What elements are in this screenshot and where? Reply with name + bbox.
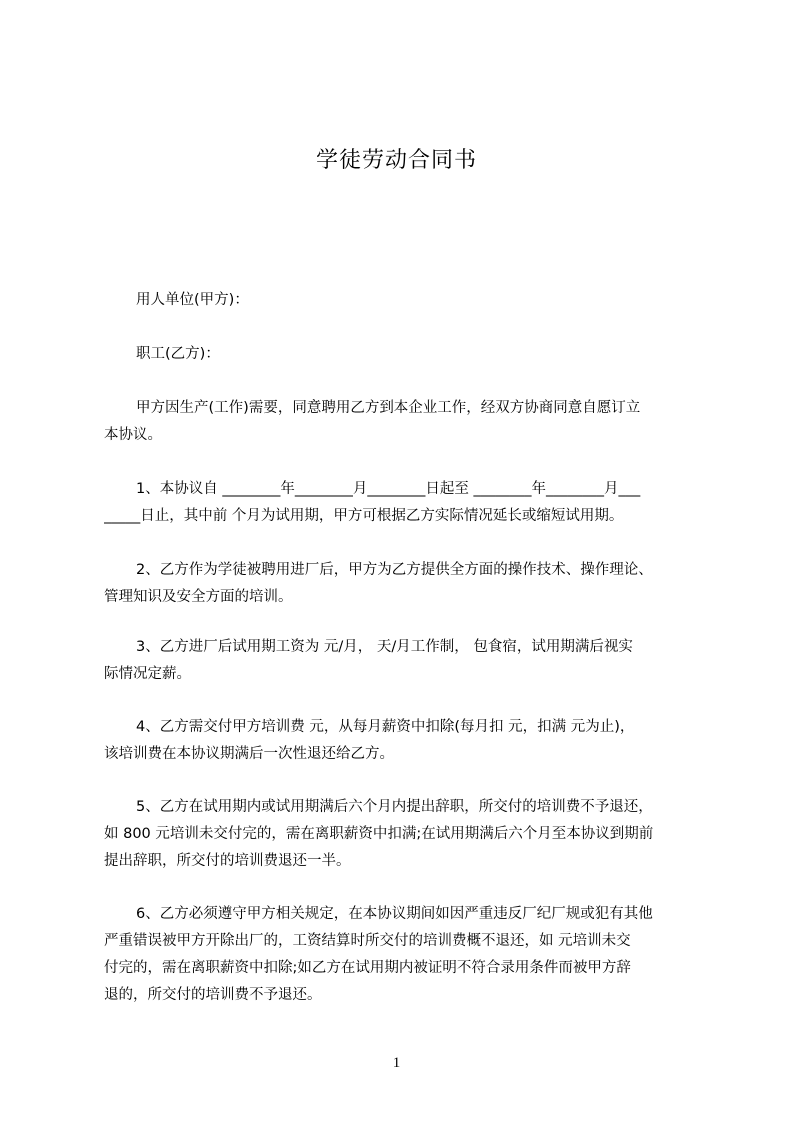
clause-2	[104, 557, 700, 611]
clause-line: 如 800 元培训未交付完的，需在离职薪资中扣满;在试用期满后六个月至本协议到期前	[104, 826, 654, 842]
employer-field	[104, 287, 700, 314]
page-number: 1	[392, 1055, 401, 1071]
clause-5	[104, 794, 700, 875]
clause-line: 3、乙方进厂后试用期工资为 元/月， 天/月工作制， 包食宿，试用期满后视实	[136, 639, 633, 655]
clause-line: 严重错误被甲方开除出厂的，工资结算时所交付的培训费概不退还，如 元培训未交	[104, 933, 631, 949]
clause-3	[104, 634, 700, 688]
clause-line: 退的，所交付的培训费不予退还。	[104, 987, 322, 1003]
clause-line: 提出辞职，所交付的培训费退还一半。	[104, 853, 351, 869]
clause-line: 该培训费在本协议期满后一次性退还给乙方。	[104, 746, 394, 762]
employee-label: 职工(乙方)：	[136, 346, 220, 362]
employee-field	[104, 341, 700, 368]
document-title: 学徒劳动合同书	[315, 148, 477, 173]
clause-line: 6、乙方必须遵守甲方相关规定，在本协议期间如因严重违反厂纪厂规或犯有其他	[136, 906, 653, 922]
clause-line: 2、乙方作为学徒被聘用进厂后，甲方为乙方提供全方面的操作技术、操作理论、	[136, 562, 653, 578]
clause-4	[104, 714, 700, 768]
clause-line: 4、乙方需交付甲方培训费 元，从每月薪资中扣除(每月扣 元，扣满 元为止)，	[136, 719, 635, 735]
clause-6	[104, 901, 700, 1009]
intro-paragraph	[104, 395, 700, 449]
clause-line: 管理知识及安全方面的培训。	[104, 589, 293, 605]
clause-line: 5、乙方在试用期内或试用期满后六个月内提出辞职，所交付的培训费不予退还，	[136, 799, 653, 815]
intro-line: 甲方因生产(工作)需要，同意聘用乙方到本企业工作，经双方协商同意自愿订立	[136, 400, 641, 416]
clause-line: 际情况定薪。	[104, 666, 191, 682]
clause-1	[104, 476, 700, 530]
clause-line: 1、本协议自 ________年________月________日起至 ________年________月___	[136, 481, 641, 497]
clause-line: 付完的，需在离职薪资中扣除;如乙方在试用期内被证明不符合录用条件而被甲方辞	[104, 960, 631, 976]
intro-line: 本协议。	[104, 427, 162, 443]
clause-line: _____日止，其中前 个月为试用期，甲方可根据乙方实际情况延长或缩短试用期。	[104, 508, 624, 524]
employer-label: 用人单位(甲方)：	[136, 292, 249, 308]
